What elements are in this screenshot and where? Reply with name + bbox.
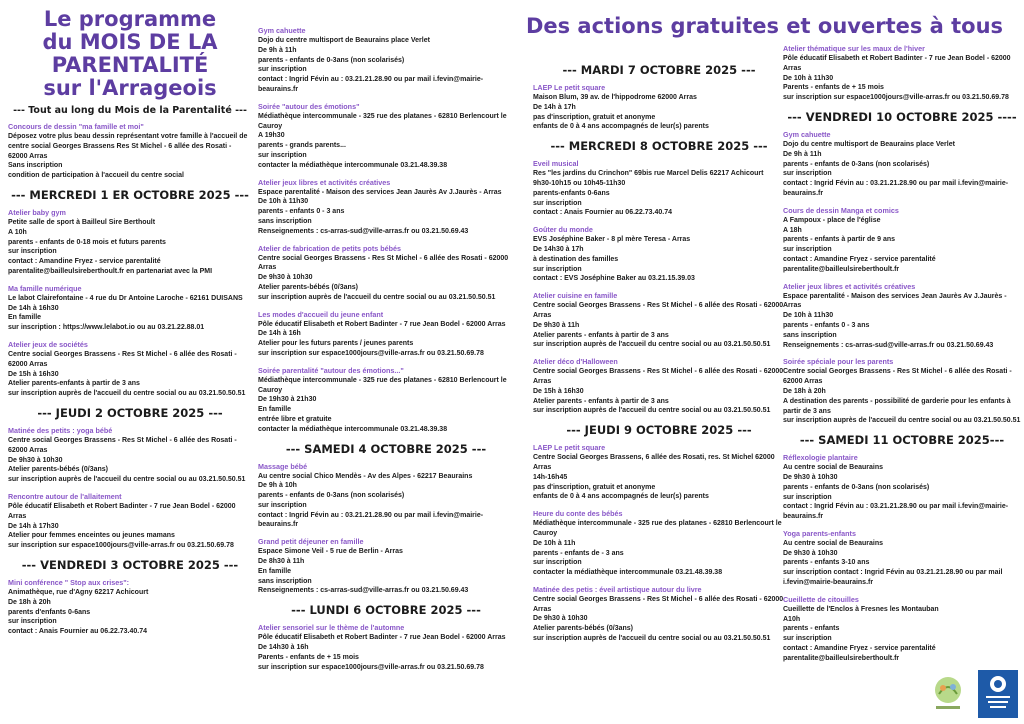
event-detail-line: parentalite@bailleulsireberthoult.fr en partenariat avec la PMI xyxy=(8,267,213,275)
event-title: Rencontre autour de l'allaitement xyxy=(8,491,122,501)
event-detail-line: sur inscription sur espace1000jours@ville-arras.fr ou 03.21.50.69.78 xyxy=(783,94,1009,102)
event-details xyxy=(533,93,785,132)
event-title: Atelier jeux libres et activités créatives xyxy=(783,281,916,291)
event-detail-line: contacter la médiathèque intercommunale 03.21.48.39.38 xyxy=(533,569,723,577)
event-entry xyxy=(533,509,785,578)
event-detail-line: sur inscription auprès de l'accueil du centre social ou au 03.21.50.50.51 xyxy=(533,635,771,643)
event-detail-line: sur inscription xyxy=(533,199,582,207)
title-line: Le programme xyxy=(43,7,217,31)
title-line: PARENTALITÉ xyxy=(51,53,209,77)
event-detail-line: A10h xyxy=(783,615,801,623)
event-entry xyxy=(533,443,785,502)
event-detail-line: sur inscription xyxy=(8,618,57,626)
event-details xyxy=(8,132,252,181)
event-detail-line: En famille xyxy=(258,567,292,575)
event-detail-line: Centre social Georges Brassens - Res St Michel - 6 allée des Rosati - 62000 Arras xyxy=(783,368,1012,386)
event-entry xyxy=(783,44,1021,103)
event-detail-line: De 10h à 11h xyxy=(533,539,576,547)
event-title: Cueillette de citouilles xyxy=(783,594,859,604)
event-details xyxy=(783,539,1021,588)
event-title: Atelier déco d'Halloween xyxy=(533,357,618,367)
event-title: Ma famille numérique xyxy=(8,283,82,293)
event-details xyxy=(8,294,252,333)
event-detail-line: A destination des parents - possibilité de garderie pour les enfants à partir de 3 ans xyxy=(783,397,1011,415)
event-title: Matinée des petis : éveil artistique autour du livre xyxy=(533,584,702,594)
event-detail-line: De 10h à 11h30 xyxy=(258,198,309,206)
event-detail-line: Déposez votre plus beau dessin représentant votre famille à l'accueil de centre social Georges Brassens Res St Michel - 6 allée des Rosati - 62000 Arras xyxy=(8,133,248,160)
event-detail-line: sur inscription auprès de l'accueil du centre social ou au 03.21.50.50.51 xyxy=(533,341,771,349)
event-detail-line: contact : Amandine Fryez - service parentalité xyxy=(8,258,161,266)
event-title: Soirée "autour des émotions" xyxy=(258,101,360,111)
event-title: Grand petit déjeuner en famille xyxy=(258,537,364,547)
day-heading: --- LUNDI 6 OCTOBRE 2025 --- xyxy=(291,603,481,618)
event-detail-line: De 9h30 à 10h30 xyxy=(8,456,63,464)
event-detail-line: parents - enfants 0 - 3 ans xyxy=(783,321,870,329)
event-detail-line: sur inscription auprès de l'accueil du centre social ou au 03.21.50.50.51 xyxy=(8,390,246,398)
event-detail-line: parents - enfants de 0-3ans (non scolarisés) xyxy=(783,483,930,491)
event-detail-line: Atelier parents - enfants à partir de 3 ans xyxy=(533,397,669,405)
day-heading: --- JEUDI 2 OCTOBRE 2025 --- xyxy=(37,405,223,420)
event-detail-line: Atelier parents-bébés (0/3ans) xyxy=(533,625,633,633)
event-entry xyxy=(783,529,1021,588)
event-details xyxy=(533,169,785,218)
event-detail-line: entrée libre et gratuite xyxy=(258,415,332,423)
event-entry xyxy=(8,426,252,485)
event-detail-line: parents - enfants de 0-3ans (non scolarisés) xyxy=(258,56,405,64)
event-detail-line: De 14h à 16h30 xyxy=(8,304,59,312)
event-detail-line: De 14h30 à 16h xyxy=(258,644,309,652)
column-2 xyxy=(258,0,514,679)
event-detail-line: parents d'enfants 0-6ans xyxy=(8,608,91,616)
event-detail-line: sur inscription : https://www.lelabot.io ou au 03.21.22.88.01 xyxy=(8,324,205,332)
event-detail-line: De 14h30 à 17h xyxy=(533,245,584,253)
title-line: du MOIS DE LA xyxy=(42,30,218,54)
event-title: Gym cahuette xyxy=(258,26,306,35)
event-detail-line: Dojo du centre multisport de Beaurains place Verlet xyxy=(258,37,430,44)
event-detail-line: parents - enfants de - 3 ans xyxy=(533,549,624,557)
event-detail-line: contact : Anais Fournier au 06.22.73.40.74 xyxy=(533,209,673,217)
event-detail-line: 14h-16h45 xyxy=(533,473,568,481)
event-title: Concours de dessin "ma famille et moi" xyxy=(8,122,144,131)
event-details xyxy=(533,595,785,644)
event-detail-line: Espace parentalité - Maison des services Jean Jaurès Av J.Jaurès - Arras xyxy=(258,188,502,196)
event-detail-line: condition de participation à l'accueil du centre social xyxy=(8,172,184,180)
event-detail-line: Parents - enfants de + 15 mois xyxy=(258,653,359,661)
day-heading: --- MARDI 7 OCTOBRE 2025 --- xyxy=(562,63,756,77)
event-details xyxy=(258,376,514,435)
event-detail-line: sur inscription sur espace1000jours@ville-arras.fr ou 03.21.50.69.78 xyxy=(8,542,234,550)
event-detail-line: contact : EVS Joséphine Baker au 03.21.15.39.03 xyxy=(533,275,695,283)
event-detail-line: contact : Amandine Fryez - service parentalité xyxy=(783,645,936,653)
event-details xyxy=(783,463,1021,522)
header-right-title: Des actions gratuites et ouvertes à tous xyxy=(525,14,1004,38)
event-detail-line: Atelier parents-bébés (0/3ans) xyxy=(258,283,358,291)
column-1 xyxy=(8,0,252,644)
event-detail-line: Animathèque, rue d'Agny 62217 Achicourt xyxy=(8,588,149,596)
event-detail-line: De 14h à 17h30 xyxy=(8,522,59,530)
event-title: Atelier jeux de sociétés xyxy=(8,339,88,349)
event-detail-line: De 18h à 20h xyxy=(8,598,51,606)
page-title xyxy=(8,0,252,100)
event-details xyxy=(8,502,252,551)
event-detail-line: De 19h30 à 21h30 xyxy=(258,396,317,404)
event-detail-line: Au centre social Chico Mendès - Av des Alpes - 62217 Beaurains xyxy=(258,472,473,480)
event-detail-line: De 9h30 à 10h30 xyxy=(783,473,838,481)
event-title: Yoga parents-enfants xyxy=(783,528,856,538)
event-detail-line: Médiathèque intercommunale - 325 rue des platanes - 62810 Berlencourt le Cauroy xyxy=(258,112,507,130)
event-detail-line: sur inscription sur espace1000jours@ville-arras.fr ou 03.21.50.69.78 xyxy=(258,349,484,357)
event-detail-line: sur inscription xyxy=(783,635,832,643)
event-title: Matinée des petits : yoga bébé xyxy=(8,425,113,435)
event-title: Goûter du monde xyxy=(533,225,593,235)
event-detail-line: Pôle éducatif Elisabeth et Robert Badinter - 7 rue Jean Bodel - 62000 Arras xyxy=(258,320,506,328)
column-3 xyxy=(533,0,785,651)
event-detail-line: De 9h30 à 10h30 xyxy=(533,615,588,623)
event-detail-line: Pôle éducatif Elisabeth et Robert Badinter - 7 rue Jean Bodel - 62000 Arras xyxy=(258,634,506,642)
event-detail-line: Centre social Georges Brassens - Res St Michel - 6 allée des Rosati - 62000 Arras xyxy=(8,350,237,368)
event-detail-line: Centre social Georges Brassens - Res St Michel - 6 allée des Rosati - 62000 Arras xyxy=(533,368,784,385)
event-detail-line: Dojo du centre multisport de Beaurains place Verlet xyxy=(783,140,955,148)
event-detail-line: pas d'inscription, gratuit et anonyme xyxy=(533,113,656,121)
event-detail-line: Atelier pour femmes enceintes ou jeunes mamans xyxy=(8,532,175,540)
event-detail-line: Espace Simone Veil - 5 rue de Berlin - Arras xyxy=(258,548,403,556)
event-title: Soirée parentalité "autour des émotions..." xyxy=(258,365,404,375)
event-detail-line: sans inscription xyxy=(258,577,312,585)
event-entry xyxy=(258,310,514,359)
event-details xyxy=(783,140,1021,199)
event-detail-line: sur inscription xyxy=(783,246,832,254)
event-detail-line: Atelier parents-bébés (0/3ans) xyxy=(8,466,108,474)
event-details xyxy=(8,588,252,637)
event-detail-line: parents - enfants de 0-3ans (non scolarisés) xyxy=(783,160,930,168)
event-title: LAEP Le petit square xyxy=(533,443,606,453)
event-detail-line: Renseignements : cs-arras-sud@ville-arras.fr ou 03.21.50.69.43 xyxy=(783,341,994,349)
event-details xyxy=(533,519,785,578)
event-detail-line: 9h30-10h15 ou 10h45-11h30 xyxy=(533,179,626,187)
event-detail-line: parents - grands parents... xyxy=(258,142,346,150)
event-entry xyxy=(258,462,514,531)
event-detail-line: De 18h à 20h xyxy=(783,387,826,395)
event-detail-line: contact : Anais Fournier au 06.22.73.40.74 xyxy=(8,628,148,636)
event-entry xyxy=(533,159,785,218)
event-detail-line: De 14h à 17h xyxy=(533,103,576,111)
day-heading: --- Tout au long du Mois de la Parentalité --- xyxy=(13,105,247,116)
event-details xyxy=(533,301,785,350)
event-detail-line: A Fampoux - place de l'église xyxy=(783,216,881,224)
event-details xyxy=(258,633,514,672)
event-detail-line: enfants de 0 à 4 ans accompagnés de leur(s) parents xyxy=(533,123,709,131)
event-title: Cours de dessin Manga et comics xyxy=(783,205,899,215)
event-detail-line: Atelier parents-enfants à partir de 3 ans xyxy=(8,380,140,388)
event-entry xyxy=(8,122,252,181)
event-detail-line: Renseignements : cs-arras-sud@ville-arras.fr ou 03.21.50.69.43 xyxy=(258,227,469,235)
event-detail-line: sur inscription xyxy=(258,66,307,74)
event-title: Atelier thématique sur les maux de l'hiver xyxy=(783,44,925,53)
event-title: Eveil musical xyxy=(533,159,579,169)
event-title: Atelier baby gym xyxy=(8,207,66,217)
event-title: LAEP Le petit square xyxy=(533,83,606,92)
day-heading: --- MERCREDI 1 ER OCTOBRE 2025 --- xyxy=(11,187,249,202)
event-detail-line: contact : Ingrid Févin au : 03.21.21.28.90 ou par mail i.fevin@mairie-beaurains.fr xyxy=(258,511,484,529)
event-detail-line: contacter la médiathèque intercommunale 03.21.48.39.38 xyxy=(258,161,448,169)
event-details xyxy=(783,54,1021,103)
event-detail-line: Atelier pour les futurs parents / jeunes parents xyxy=(258,340,414,348)
event-entry xyxy=(8,208,252,277)
event-title: Atelier de fabrication de petits pots bébés xyxy=(258,243,401,253)
event-detail-line: De 9h30 à 10h30 xyxy=(258,274,313,282)
event-details xyxy=(8,350,252,399)
event-detail-line: parents - enfants de 0-18 mois et futurs parents xyxy=(8,238,166,246)
event-entry xyxy=(258,178,514,237)
event-detail-line: parents - enfants à partir de 9 ans xyxy=(783,236,896,244)
event-detail-line: De 14h à 16h xyxy=(258,330,301,338)
event-entry xyxy=(258,623,514,672)
event-entry xyxy=(533,585,785,644)
event-detail-line: A 19h30 xyxy=(258,132,285,140)
event-details xyxy=(533,235,785,284)
event-detail-line: De 15h à 16h30 xyxy=(8,370,59,378)
event-title: Mini conférence " Stop aux crises": xyxy=(8,577,130,587)
event-detail-line: Renseignements : cs-arras-sud@ville-arras.fr ou 03.21.50.69.43 xyxy=(258,587,469,595)
event-detail-line: pas d'inscription, gratuit et anonyme xyxy=(533,483,656,491)
event-details xyxy=(8,218,252,277)
event-title: Soirée spéciale pour les parents xyxy=(783,357,894,367)
event-detail-line: Res "les jardins du Crinchon" 69bis rue Marcel Delis 62217 Achicourt xyxy=(533,170,764,178)
event-detail-line: Centre social Georges Brassens - Res St Michel - 6 allée des Rosati - 62000 Arras xyxy=(533,302,784,319)
event-detail-line: Médiathèque intercommunale - 325 rue des platanes - 62810 Berlencourt le Cauroy xyxy=(258,376,507,394)
event-details xyxy=(783,292,1021,351)
event-entry xyxy=(258,366,514,435)
event-detail-line: Médiathèque intercommunale - 325 rue des platanes - 62810 Berlencourt le Cauroy xyxy=(533,520,782,537)
event-detail-line: parents - enfants xyxy=(783,625,840,633)
day-heading: --- SAMEDI 11 OCTOBRE 2025--- xyxy=(799,433,1005,448)
event-title: Atelier sensoriel sur le thème de l'automne xyxy=(258,623,405,633)
event-detail-line: Au centre social de Beaurains xyxy=(783,539,883,547)
event-details xyxy=(783,367,1021,426)
event-entry xyxy=(533,357,785,416)
caf-logo xyxy=(978,670,1018,718)
event-detail-line: sur inscription auprès de l'accueil du centre social ou au 03.21.50.50.51 xyxy=(783,417,1021,425)
event-detail-line: Le labot Clairefontaine - 4 rue du Dr Antoine Laroche - 62161 DUISANS xyxy=(8,294,243,302)
event-detail-line: De 9h30 à 11h xyxy=(533,321,580,329)
event-detail-line: Pôle éducatif Elisabeth et Robert Badinter - 7 rue Jean Bodel - 62000 Arras xyxy=(783,55,1011,72)
column-4 xyxy=(783,0,1021,671)
event-detail-line: De 15h à 16h30 xyxy=(533,387,584,395)
day-heading: --- JEUDI 9 OCTOBRE 2025 --- xyxy=(566,423,752,438)
event-title: Heure du conte des bébés xyxy=(533,509,623,519)
event-detail-line: contact : Amandine Fryez - service parentalité xyxy=(783,255,936,263)
event-detail-line: EVS Joséphine Baker - 8 pl mère Teresa - Arras xyxy=(533,236,691,244)
event-detail-line: Au centre social de Beaurains xyxy=(783,464,883,472)
event-detail-line: parents - enfants 0 - 3 ans xyxy=(258,208,345,216)
event-title: Réflexologie plantaire xyxy=(783,453,858,463)
event-detail-line: De 9h30 à 10h30 xyxy=(783,549,838,557)
event-details xyxy=(8,436,252,485)
event-detail-line: Cueillette de l'Enclos à Fresnes les Montauban xyxy=(783,605,939,613)
event-entry xyxy=(783,453,1021,522)
event-detail-line: sur inscription auprès de l'accueil du centre social ou au 03.21.50.50.51 xyxy=(258,293,496,301)
event-detail-line: Pôle éducatif Elisabeth et Robert Badinter - 7 rue Jean Bodel - 62000 Arras xyxy=(8,502,236,520)
event-entry xyxy=(533,83,785,132)
event-title: Massage bébé xyxy=(258,461,308,471)
event-detail-line: sur inscription sur espace1000jours@ville-arras.fr ou 03.21.50.69.78 xyxy=(258,663,484,671)
event-detail-line: parents-enfants 0-6ans xyxy=(533,189,610,197)
event-title: Gym cahuette xyxy=(783,129,831,139)
event-detail-line: sur inscription xyxy=(783,493,832,501)
event-title: Les modes d'accueil du jeune enfant xyxy=(258,309,384,319)
event-entry xyxy=(8,340,252,399)
event-entry xyxy=(8,578,252,637)
event-detail-line: sur inscription xyxy=(533,265,582,273)
event-entry xyxy=(258,26,514,95)
event-detail-line: sans inscription xyxy=(258,217,312,225)
event-detail-line: En famille xyxy=(8,314,42,322)
event-detail-line: sur inscription xyxy=(8,248,57,256)
event-details xyxy=(533,367,785,416)
event-entry xyxy=(783,357,1021,426)
day-heading: --- SAMEDI 4 OCTOBRE 2025 --- xyxy=(285,441,487,456)
event-details xyxy=(258,320,514,359)
event-detail-line: De 9h à 11h xyxy=(783,150,822,158)
event-detail-line: Centre social Georges Brassens - Res St Michel - 6 allée des Rosati - 62000 Arras xyxy=(258,254,509,272)
event-detail-line: De 10h à 11h30 xyxy=(783,312,834,320)
day-heading: --- VENDREDI 3 OCTOBRE 2025 --- xyxy=(21,557,239,572)
event-detail-line: parentalite@bailleulsireberthoult.fr xyxy=(783,265,900,273)
day-heading: --- VENDREDI 10 OCTOBRE 2025 ---- xyxy=(787,109,1017,124)
event-detail-line: sur inscription xyxy=(533,559,582,567)
event-detail-line: Petite salle de sport à Bailleul Sire Berthoult xyxy=(8,218,156,226)
event-detail-line: sur inscription auprès de l'accueil du centre social ou au 03.21.50.50.51 xyxy=(8,476,246,484)
event-detail-line: Maison Blum, 39 av. de l'hippodrome 62000 Arras xyxy=(533,94,697,101)
event-details xyxy=(258,36,514,95)
logos xyxy=(930,670,1022,720)
event-detail-line: De 9h à 11h xyxy=(258,46,297,54)
event-detail-line: Atelier parents - enfants à partir de 3 ans xyxy=(533,331,669,339)
event-detail-line: sur inscription xyxy=(783,170,832,178)
event-detail-line: sur inscription xyxy=(258,151,307,159)
event-detail-line: Sans inscription xyxy=(8,162,63,170)
event-detail-line: à destination des familles xyxy=(533,255,619,263)
event-details xyxy=(258,472,514,531)
event-entry xyxy=(783,206,1021,275)
event-detail-line: Centre social Georges Brassens - Res St Michel - 6 allée des Rosati - 62000 Arras xyxy=(533,595,784,613)
event-detail-line: Centre Social Georges Brassens, 6 allée des Rosati, res. St Michel 62000 Arras xyxy=(533,454,775,471)
event-detail-line: sur inscription auprès de l'accueil du centre social ou au 03.21.50.50.51 xyxy=(533,407,771,415)
day-heading: --- MERCREDI 8 OCTOBRE 2025 --- xyxy=(550,139,768,154)
event-entry xyxy=(258,102,514,171)
event-details xyxy=(533,453,785,502)
event-details xyxy=(783,216,1021,275)
event-entry xyxy=(533,225,785,284)
event-entry xyxy=(258,244,514,303)
event-entry xyxy=(8,284,252,333)
event-detail-line: contact : Ingrid Févin au : 03.21.21.28.90 ou par mail i.fevin@mairie-beaurains.fr xyxy=(783,180,1009,197)
event-detail-line: Espace parentalité - Maison des services Jean Jaurès Av J.Jaurès - Arras xyxy=(783,292,1007,310)
event-detail-line: De 10h à 11h30 xyxy=(783,74,834,82)
event-detail-line: parents - enfants 3-10 ans xyxy=(783,559,870,567)
title-line: sur l'Arrageois xyxy=(43,76,217,100)
event-detail-line: contact : Ingrid Févin au : 03.21.21.28.90 ou par mail i.fevin@mairie-beaurains.fr xyxy=(783,503,1009,521)
event-detail-line: contacter la médiathèque intercommunale 03.21.48.39.38 xyxy=(258,425,448,433)
event-entry xyxy=(8,492,252,551)
event-title: Atelier cuisine en famille xyxy=(533,291,618,301)
event-entry xyxy=(533,291,785,350)
event-entry xyxy=(783,595,1021,664)
event-detail-line: sur inscription contact : Ingrid Févin au 03.21.21.28.90 ou par mail i.fevin@mairie-beaurains.fr xyxy=(783,569,1003,587)
event-entry xyxy=(783,130,1021,199)
event-detail-line: sans inscription xyxy=(783,331,837,339)
event-details xyxy=(258,547,514,596)
event-detail-line: enfants de 0 à 4 ans accompagnés de leur(s) parents xyxy=(533,493,709,501)
event-details xyxy=(258,112,514,171)
event-detail-line: parents - enfants de 0-3ans (non scolarisés) xyxy=(258,492,405,500)
event-entry xyxy=(258,537,514,596)
event-detail-line: A 18h xyxy=(783,226,802,234)
event-details xyxy=(258,188,514,237)
event-detail-line: En famille xyxy=(258,406,292,414)
event-detail-line: parentalite@bailleulsireberthoult.fr xyxy=(783,654,900,662)
event-detail-line: A 10h xyxy=(8,228,27,236)
event-details xyxy=(783,605,1021,664)
event-detail-line: contact : Ingrid Févin au : 03.21.21.28.90 ou par mail i.fevin@mairie-beaurains.fr xyxy=(258,76,484,93)
event-detail-line: De 9h à 10h xyxy=(258,482,297,490)
event-entry xyxy=(783,282,1021,351)
event-detail-line: Parents - enfants de + 15 mois xyxy=(783,84,884,92)
event-title: Atelier jeux libres et activités créatives xyxy=(258,177,391,187)
event-detail-line: De 8h30 à 11h xyxy=(258,558,305,566)
partner-logo xyxy=(930,674,966,714)
event-details xyxy=(258,254,514,303)
event-detail-line: sur inscription xyxy=(258,501,307,509)
event-detail-line: Centre social Georges Brassens - Res St Michel - 6 allée des Rosati - 62000 Arras xyxy=(8,436,237,454)
